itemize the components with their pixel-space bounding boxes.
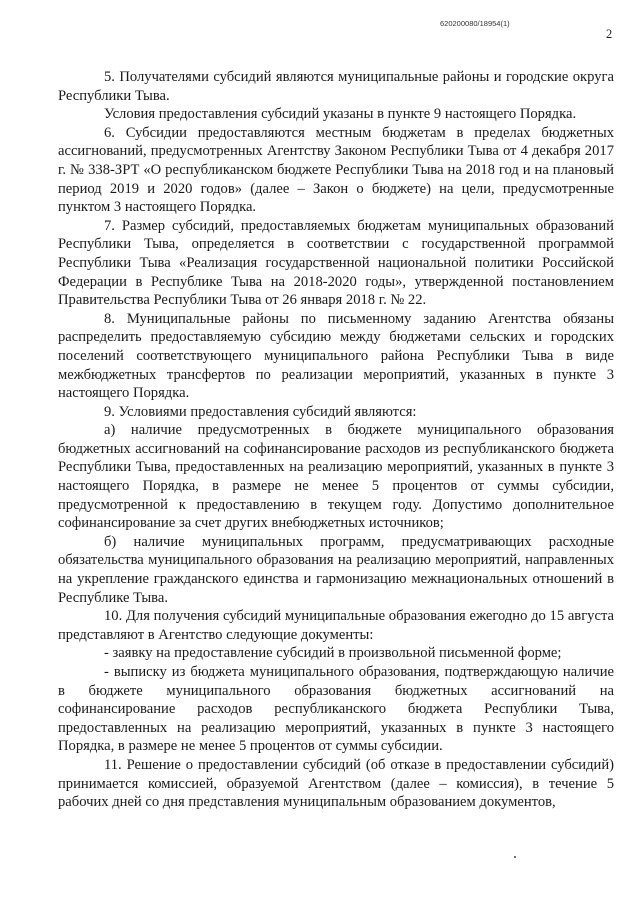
paragraph-10-item-2: - выписку из бюджета муниципального образования, подтверждающую наличие в бюджете муниципального образования бюджетных ассигнований на софинансирование расходов республиканского бюджета Республики Тыва, предоставленных на реализацию мероприятий, указанных в пункте 3 настоящего Порядка, в размере не менее 5 процентов от суммы субсидии. [58,664,614,755]
paragraph-10: 10. Для получения субсидий муниципальные образования ежегодно до 15 августа представляют в Агентство следующие документы: [58,608,614,643]
paragraph-5-conditions: Условия предоставления субсидий указаны в пункте 9 настоящего Порядка. [104,106,577,123]
paragraph-9: 9. Условиями предоставления субсидий являются: [104,403,417,420]
paragraph-8: 8. Муниципальные районы по письменному заданию Агентства обязаны распределить предоставляемую субсидию между бюджетами сельских и городских поселений соответствующего муниципального района Республики Тыва в виде межбюджетных трансфертов по реализации мероприятий, указанных в пункте 3 настоящего Порядка. [58,310,614,402]
paragraph-9b: б) наличие муниципальных программ, предусматривающих расходные обязательства муниципального образования на реализацию мероприятий, направленных на укрепление гражданского единства и гармонизацию межнациональных отношений в Республике Тыва. [58,533,614,606]
paragraph-11: 11. Решение о предоставлении субсидий (об отказе в предоставлении субсидий) принимается комиссией, образуемой Агентством (далее – комиссия), в течение 5 рабочих дней со дня представления муниципальным образованием документов, [58,756,614,811]
paragraph-10-item-1: - заявку на предоставление субсидий в произвольной письменной форме; [104,645,562,662]
paragraph-7: 7. Размер субсидий, предоставляемых бюджетам муниципальных образований Республики Тыва, определяется в соответствии с государственной программой Республики Тыва «Реализация государственной национальной политики Российской Федерации в Республике Тыва на 2018-2020 годы», утвержденной постановлением Правительства Республики Тыва от 26 января 2018 г. № 22. [58,217,614,309]
document-body [58,68,614,812]
page-number: 2 [606,27,613,41]
scan-speck [514,856,516,858]
paragraph-9a: а) наличие предусмотренных в бюджете муниципального образования бюджетных ассигнований на софинансирование расходов из республиканского бюджета Республики Тыва, предоставленных на реализацию мероприятий, указанных в пункте 3 настоящего Порядка, в размере не менее 5 процентов от суммы субсидии, предусмотренной к предоставлению в текущем году. Допустимо дополнительное софинансирование за счет других внебюджетных источников; [58,422,614,532]
paragraph-5: 5. Получателями субсидий являются муниципальные районы и городские округа Республики Тыва. [58,69,614,104]
document-id: 620200080/18954(1) [440,19,510,28]
paragraph-6: 6. Субсидии предоставляются местным бюджетам в пределах бюджетных ассигнований, предусмотренных Агентству Законом Республики Тыва от 4 декабря 2017 г. № 338-ЗРТ «О республиканском бюджете Республики Тыва на 2018 год и на плановый период 2019 и 2020 годов» (далее – Закон о бюджете) на цели, предусмотренные пунктом 3 настоящего Порядка. [58,124,614,216]
